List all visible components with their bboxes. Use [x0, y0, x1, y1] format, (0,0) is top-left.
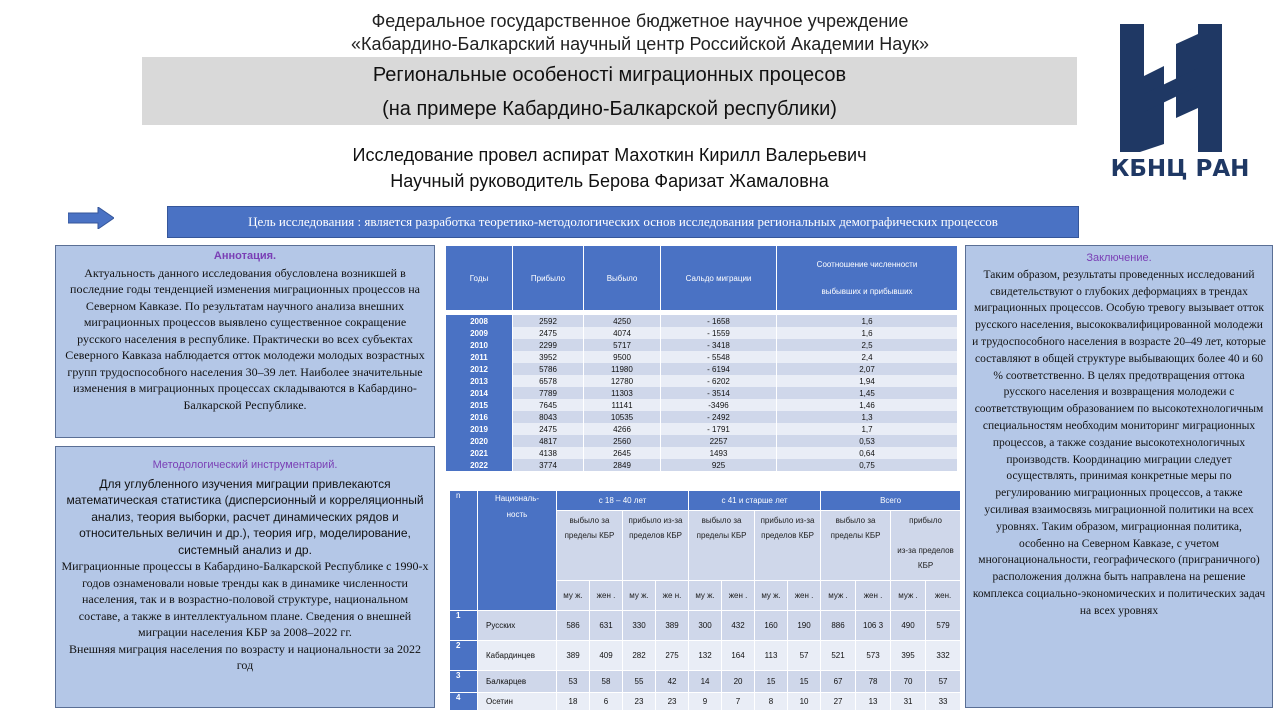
- table-cell: 490: [891, 611, 926, 641]
- sex-header: жен .: [722, 581, 755, 611]
- table-cell: 11980: [584, 363, 661, 375]
- author-line: Исследование провел аспират Махоткин Кирилл Валерьевич: [352, 145, 867, 165]
- year-cell: 2009: [446, 327, 513, 339]
- table-cell: 8043: [513, 411, 584, 423]
- methodology-panel: [55, 446, 435, 708]
- col-header-balance: Сальдо миграции: [661, 246, 777, 311]
- table-cell: 389: [656, 611, 689, 641]
- table-cell: 55: [623, 671, 656, 693]
- title-box: [142, 57, 1077, 125]
- table-cell: 42: [656, 671, 689, 693]
- table-cell: 9500: [584, 351, 661, 363]
- table-cell: 2645: [584, 447, 661, 459]
- conclusion-title: Заключение.: [1086, 252, 1152, 264]
- methodology-text-3: Внешняя миграция населения по возрасту и национальности за 2022 год: [69, 641, 421, 672]
- table-row: [450, 641, 961, 671]
- nationality-cell: Балкарцев: [478, 671, 557, 693]
- table-cell: 1,94: [777, 375, 958, 387]
- table-cell: 70: [891, 671, 926, 693]
- sex-header: муж .: [891, 581, 926, 611]
- table-cell: - 3514: [661, 387, 777, 399]
- table-cell: 7645: [513, 399, 584, 411]
- table-cell: - 2492: [661, 411, 777, 423]
- year-cell: 2014: [446, 387, 513, 399]
- table-cell: 579: [926, 611, 961, 641]
- year-cell: 2022: [446, 459, 513, 471]
- table-cell: 586: [557, 611, 590, 641]
- table-row: [446, 447, 958, 459]
- table-cell: - 1559: [661, 327, 777, 339]
- table-cell: - 6202: [661, 375, 777, 387]
- col-header-arrived: Прибыло: [513, 246, 584, 311]
- table-cell: 7789: [513, 387, 584, 399]
- sex-header: му ж.: [623, 581, 656, 611]
- table-cell: 5786: [513, 363, 584, 375]
- table-cell: 190: [788, 611, 821, 641]
- table-cell: 78: [856, 671, 891, 693]
- table-cell: 160: [755, 611, 788, 641]
- table-cell: 33: [926, 693, 961, 711]
- methodology-text-2: Миграционные процессы в Кабардино-Балкарской Республике с 1990-х годов ознаменовали новые тренды как в динамике численности населения, так и в возрастно-половой структуре, национальном составе, а также в интеллектуальном плане. Сведения о внешней миграции населения КБР за 2008–2022 гг.: [61, 559, 429, 639]
- table-cell: 0,53: [777, 435, 958, 447]
- table-cell: - 1658: [661, 315, 777, 327]
- sub-header: выбыло за пределы КБР: [821, 511, 891, 581]
- sex-header: жен .: [788, 581, 821, 611]
- table-cell: 2257: [661, 435, 777, 447]
- table-cell: 275: [656, 641, 689, 671]
- year-cell: 2015: [446, 399, 513, 411]
- table-row: [446, 387, 958, 399]
- row-index: 3: [450, 671, 478, 693]
- col-header-nationality: Националь- ность: [478, 491, 557, 611]
- table-cell: -3496: [661, 399, 777, 411]
- title-line-2: (на примере Кабардино-Балкарской республики): [382, 98, 837, 120]
- row-index: 4: [450, 693, 478, 711]
- table-cell: 31: [891, 693, 926, 711]
- table-cell: 10535: [584, 411, 661, 423]
- table-cell: 67: [821, 671, 856, 693]
- sub-header: прибыло из-за пределов КБР: [623, 511, 689, 581]
- col-header-ratio-line-1: Соотношение численности: [816, 260, 918, 269]
- table-cell: 4250: [584, 315, 661, 327]
- table-row: [446, 435, 958, 447]
- table-cell: 10: [788, 693, 821, 711]
- year-cell: 2021: [446, 447, 513, 459]
- sex-header: му ж.: [689, 581, 722, 611]
- table-cell: 2,07: [777, 363, 958, 375]
- col-header-ratio-line-2: выбывших и прибывших: [821, 287, 913, 296]
- table-cell: 300: [689, 611, 722, 641]
- table-cell: 11141: [584, 399, 661, 411]
- table-cell: 57: [788, 641, 821, 671]
- table-cell: 12780: [584, 375, 661, 387]
- table-row: [446, 339, 958, 351]
- table-cell: - 1791: [661, 423, 777, 435]
- table-cell: 0,75: [777, 459, 958, 471]
- methodology-title: Методологический инструментарий.: [152, 459, 338, 471]
- table-cell: 164: [722, 641, 755, 671]
- table-cell: 1,3: [777, 411, 958, 423]
- sex-header: жен .: [856, 581, 891, 611]
- nationality-cell: Русских: [478, 611, 557, 641]
- table-row: [446, 411, 958, 423]
- table-cell: 2475: [513, 423, 584, 435]
- row-index: 2: [450, 641, 478, 671]
- institution-line-2: «Кабардино-Балкарский научный центр Российской Академии Наук»: [351, 34, 929, 54]
- table-cell: 1493: [661, 447, 777, 459]
- nationality-cell: Осетин: [478, 693, 557, 711]
- table-row: [446, 399, 958, 411]
- annotation-panel: [55, 245, 435, 438]
- table-cell: 20: [722, 671, 755, 693]
- table-cell: 432: [722, 611, 755, 641]
- table-cell: 27: [821, 693, 856, 711]
- table-cell: 18: [557, 693, 590, 711]
- table-cell: - 6194: [661, 363, 777, 375]
- kbnc-emblem-icon: [1110, 18, 1250, 158]
- institution-line-1: Федеральное государственное бюджетное научное учреждение: [371, 11, 909, 31]
- table-row: [450, 693, 961, 711]
- sub-header: выбыло за пределы КБР: [689, 511, 755, 581]
- table-cell: 2475: [513, 327, 584, 339]
- table-cell: 2560: [584, 435, 661, 447]
- nationality-cell: Кабардинцев: [478, 641, 557, 671]
- logo-text: КБНЦ РАН: [1110, 156, 1250, 182]
- table-cell: 4074: [584, 327, 661, 339]
- table-cell: 8: [755, 693, 788, 711]
- methodology-text-1: Для углубленного изучения миграции привлекаются математическая статистика (дисперсионный и корреляционный анализ, теория выборки, расчет динамических рядов и относительных величин и др.), теория игр, моделирование, системный анализ и др.: [66, 476, 424, 557]
- logo: [1110, 18, 1250, 188]
- table-row: [446, 351, 958, 363]
- col-header-years: Годы: [446, 246, 513, 311]
- conclusion-panel: [965, 245, 1273, 708]
- sub-header: выбыло за пределы КБР: [557, 511, 623, 581]
- table-cell: 395: [891, 641, 926, 671]
- table-cell: 106 3: [856, 611, 891, 641]
- supervisor-line: Научный руководитель Берова Фаризат Жамаловна: [390, 171, 829, 191]
- sex-header: муж .: [821, 581, 856, 611]
- table-cell: 1,6: [777, 327, 958, 339]
- table-cell: - 5548: [661, 351, 777, 363]
- year-cell: 2010: [446, 339, 513, 351]
- table-row: [446, 315, 958, 327]
- table-cell: 573: [856, 641, 891, 671]
- table-cell: 15: [788, 671, 821, 693]
- table-cell: 5717: [584, 339, 661, 351]
- table-cell: 4817: [513, 435, 584, 447]
- table-cell: 3952: [513, 351, 584, 363]
- year-cell: 2012: [446, 363, 513, 375]
- table-cell: 330: [623, 611, 656, 641]
- migration-table-2008-2022: [445, 245, 958, 471]
- table-row: [446, 327, 958, 339]
- table-cell: 409: [590, 641, 623, 671]
- year-cell: 2011: [446, 351, 513, 363]
- table-row: [446, 375, 958, 387]
- research-goal-banner: Цель исследования : является разработка теоретико-методологических основ исследования региональных демографических процессов: [167, 206, 1079, 238]
- table-cell: 2849: [584, 459, 661, 471]
- table-cell: 23: [656, 693, 689, 711]
- table-cell: 7: [722, 693, 755, 711]
- table-cell: 11303: [584, 387, 661, 399]
- table-cell: 14: [689, 671, 722, 693]
- sex-header: же н.: [656, 581, 689, 611]
- sex-header: жен.: [926, 581, 961, 611]
- sub-header: прибыло из-за пределов КБР: [755, 511, 821, 581]
- sub-header: прибыло из-за пределов КБР: [891, 511, 961, 581]
- table-cell: 53: [557, 671, 590, 693]
- group-header-18-40: с 18 – 40 лет: [557, 491, 689, 511]
- table-cell: 2299: [513, 339, 584, 351]
- table-cell: 332: [926, 641, 961, 671]
- year-cell: 2013: [446, 375, 513, 387]
- table-cell: 6578: [513, 375, 584, 387]
- table-cell: 521: [821, 641, 856, 671]
- table-cell: 4266: [584, 423, 661, 435]
- year-cell: 2008: [446, 315, 513, 327]
- table-cell: 4138: [513, 447, 584, 459]
- table-cell: 6: [590, 693, 623, 711]
- annotation-text: Актуальность данного исследования обусловлена возникшей в последние годы тенденцией изменения миграционных процессов на Северном Кавказе. По результатам научного анализа внешних миграционных процессов выявлено существенное сокращение русского населения в республике. Практически во всех субъектах Северного Кавказа наблюдается отток молодежи молодых возрастных групп трудоспособного населения 30–39 лет. Наиболее значительные изменения в миграционных процессах складываются в Кабардино-Балкарской Республике.: [65, 265, 425, 412]
- arrow-right-icon: [68, 207, 114, 229]
- table-cell: 0,64: [777, 447, 958, 459]
- table-row: [446, 423, 958, 435]
- table-cell: 282: [623, 641, 656, 671]
- sex-header: му ж.: [557, 581, 590, 611]
- group-header-41-plus: с 41 и старше лет: [689, 491, 821, 511]
- table-cell: 132: [689, 641, 722, 671]
- table-cell: 886: [821, 611, 856, 641]
- table-cell: 2592: [513, 315, 584, 327]
- row-index: 1: [450, 611, 478, 641]
- year-cell: 2020: [446, 435, 513, 447]
- table-cell: 57: [926, 671, 961, 693]
- table-cell: 58: [590, 671, 623, 693]
- table-cell: 389: [557, 641, 590, 671]
- title-line-1: Региональные особеності миграционных процесов: [372, 64, 847, 86]
- table-cell: 2,4: [777, 351, 958, 363]
- annotation-title: Аннотация.: [213, 250, 277, 262]
- col-header-ratio: [777, 246, 958, 311]
- table-row: [446, 459, 958, 471]
- table-row: [450, 671, 961, 693]
- sex-header: жен .: [590, 581, 623, 611]
- table-cell: 23: [623, 693, 656, 711]
- table-cell: 631: [590, 611, 623, 641]
- table-cell: 2,5: [777, 339, 958, 351]
- table-cell: 113: [755, 641, 788, 671]
- table-cell: 3774: [513, 459, 584, 471]
- table-row: [446, 363, 958, 375]
- sex-header: му ж.: [755, 581, 788, 611]
- table-cell: 1,45: [777, 387, 958, 399]
- group-header-total: Всего: [821, 491, 961, 511]
- col-header-n: n: [450, 491, 478, 611]
- table-cell: 1,46: [777, 399, 958, 411]
- table-cell: 1,7: [777, 423, 958, 435]
- conclusion-text: Таким образом, результаты проведенных исследований свидетельствуют о глубоких деформациях в трендах миграционных процессов. Особую тревогу вызывает отток русского населения, высококвалифицированной молодежи и трудоспособного населения в возрасте 20–49 лет, которые составляют в общей структуре выбывающих более 40 и 60 % соответственно. В целях предотвращения оттока русского населения и возвращения молодежи с соответствующим образованием по высокотехнологичным специальностям необходим мониторинг миграционных процессов, а также создание высокотехнологичных производств. Координацию миграции следует осуществлять, принимая конкретные меры по регулированию миграционных процессов, а также усиливая взаимосвязь миграционной политики на всех уровнях. Таким образом, миграционная политика, особенно на Северном Кавказе, с учетом многонациональности, географического (приграничного) расположения должна быть направлена на решение комплекса социально-экономических и политических задач на всех уровнях: [972, 268, 1266, 617]
- table-row: [450, 611, 961, 641]
- table-cell: 9: [689, 693, 722, 711]
- table-cell: - 3418: [661, 339, 777, 351]
- table-cell: 925: [661, 459, 777, 471]
- year-cell: 2019: [446, 423, 513, 435]
- col-header-departed: Выбыло: [584, 246, 661, 311]
- table-cell: 1,6: [777, 315, 958, 327]
- migration-by-age-nationality-table: [449, 490, 961, 711]
- table-cell: 13: [856, 693, 891, 711]
- table-cell: 15: [755, 671, 788, 693]
- year-cell: 2016: [446, 411, 513, 423]
